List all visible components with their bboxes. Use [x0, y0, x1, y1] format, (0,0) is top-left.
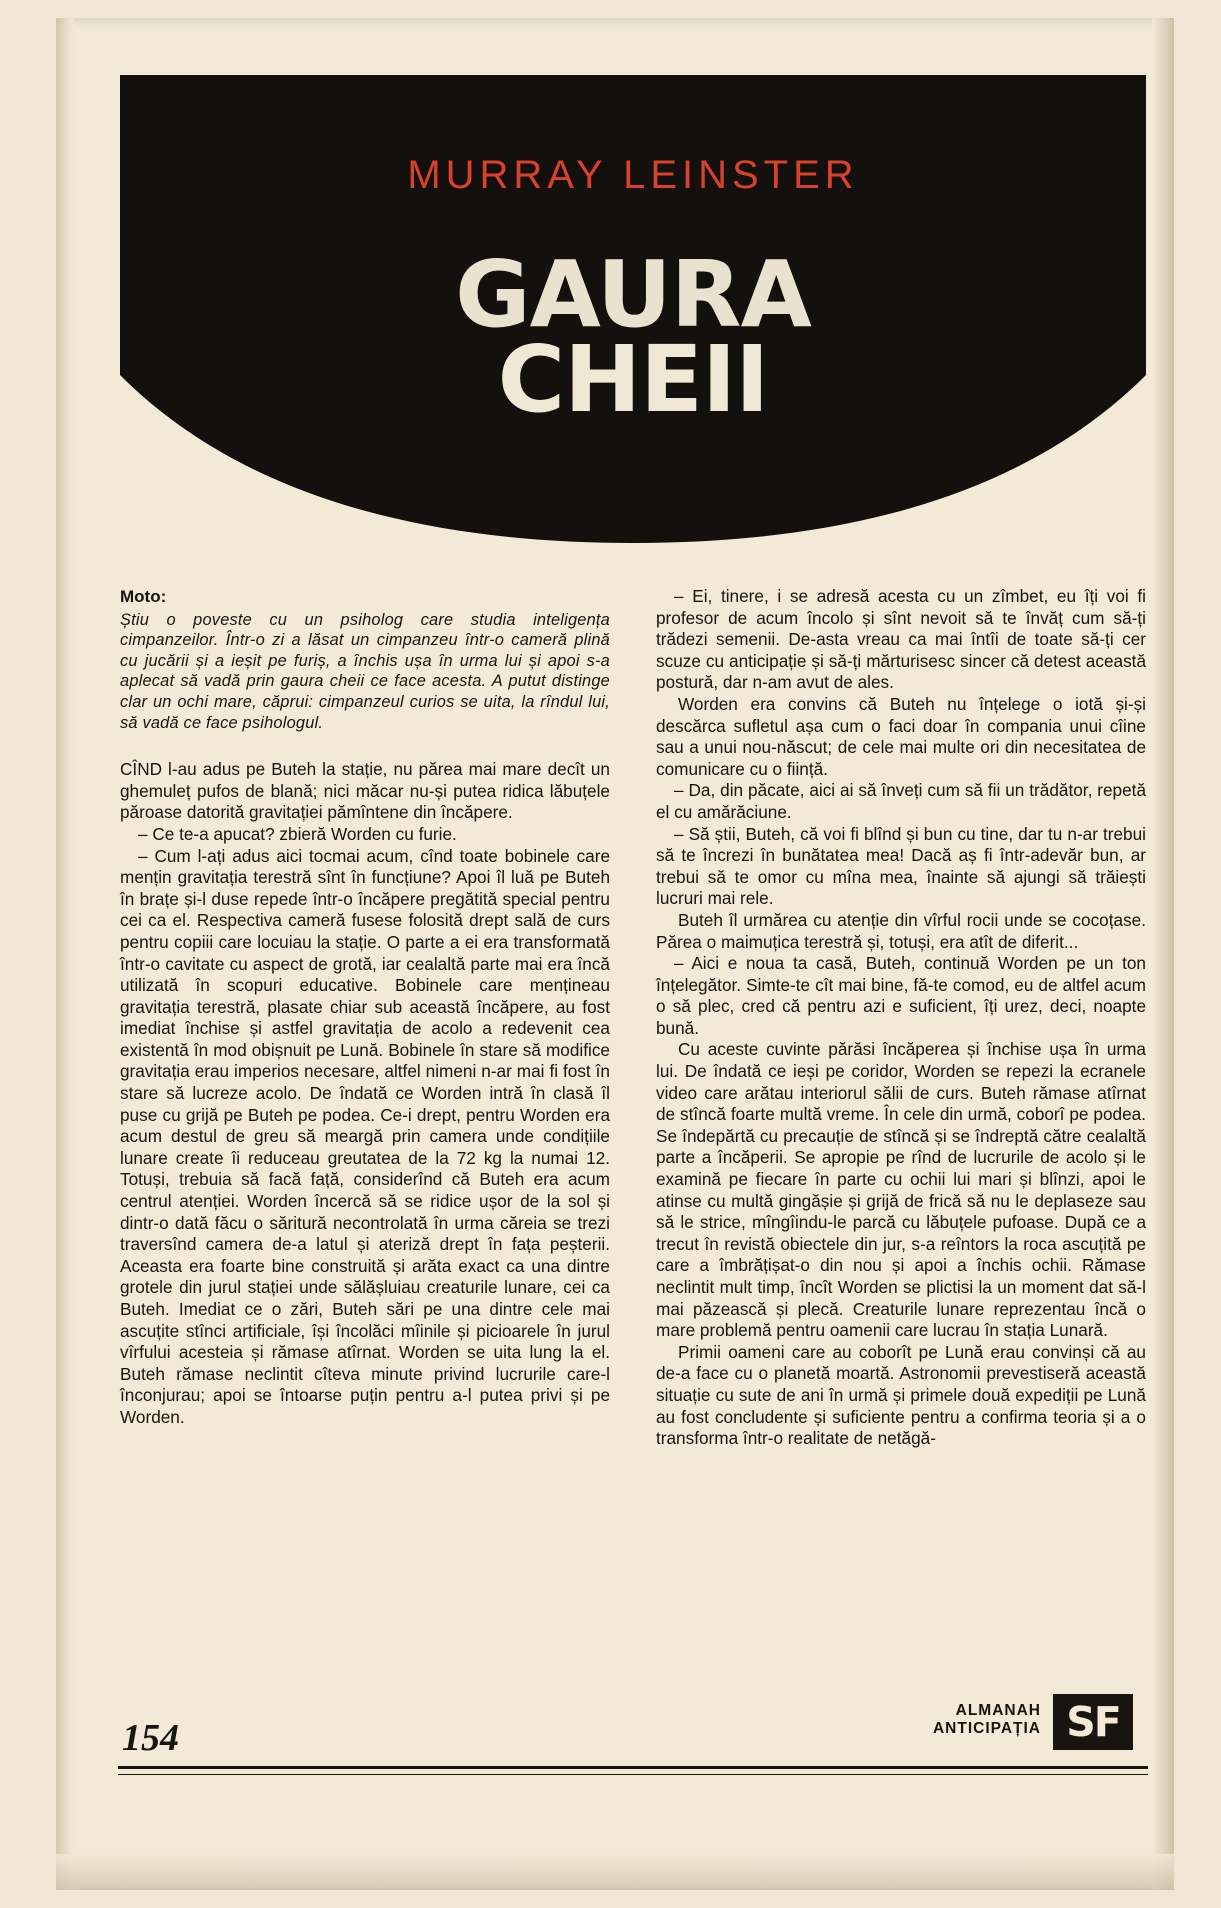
column-right — [656, 586, 1146, 1450]
moto-label: Moto: — [120, 587, 167, 606]
imprint — [933, 1702, 1041, 1738]
paragraph: CÎND l-au adus pe Buteh la stație, nu părea mai mare decît un ghemuleț pufos de blană; nici măcar nu-și putea ridica lăbuțele păroase datorită gravitației pămîntene din încăpere. — [120, 759, 610, 823]
footer-rule — [118, 1766, 1148, 1769]
paper-edge-bottom — [56, 1854, 1174, 1890]
page-number: 154 — [122, 1717, 179, 1759]
paragraph: – Cum l-ați adus aici tocmai acum, cînd toate bobinele care mențin gravitația terestră sînt în funcțiune? Apoi îl luă pe Buteh în brațe și-l duse repede într-o încăpere pregătită special pentru cei ca el. Respectiva cameră fusese folosită drept sală de curs pentru copiii care locuiau la stație. O parte a ei era transformată într-o cavitate cu aspect de grotă, iar cealaltă parte mai era încă utilizată în scopuri educative. Bobinele care mențineau gravitația terestră, plasate chiar sub această încăpere, au fost imediat închise și astfel gravitația de acolo a redevenit cea existentă în mod obișnuit pe Lună. Bobinele în stare să modifice gravitația erau imperios necesare, altfel nimeni n-ar mai fi fost în stare să lucreze acolo. De îndată ce Worden intră în clasă îl puse cu grijă pe Buteh pe podea. Ce-i drept, pentru Worden era acum destul de greu să meargă prin camera unde condițiile lunare create îi reduceau greutatea de la 72 kg la numai 12. Totuși, trebuia să facă față, considerînd că Buteh era acum centrul atenției. Worden încercă să se ridice ușor de la sol și dintr-o dată făcu o săritură necontrolată în urma căreia se trezi traversînd camera de-a latul și ateriză drept în fața peșterii. Aceasta era foarte bine construită și arăta exact ca una dintre grotele din jurul stației unde sălășluiau creaturile lunare, cei ca Buteh. Imediat ce o zări, Buteh sări pe una dintre cele mai ascuțite stînci artificiale, își încolăci mîinile și picioarele în jurul vîrfului acesteia și rămase atîrnat. Worden se uita lung la el. Buteh rămase neclintit cîteva minute privind lucrurile care-l înconjurau; apoi se întoarse puțin pentru a-l putea privi și pe Worden. — [120, 845, 610, 1427]
moto-text: Știu o poveste cu un psiholog care studia inteligența cimpanzeilor. Într-o zi a lăsat un cimpanzeu într-o cameră plină cu jucării și a ieșit pe furiș, a închis ușa în urma lui și apoi s-a aplecat să vadă prin gaura cheii ce face acesta. A putut distinge clar un ochi mare, căprui: cimpanzeul curios se uita, la rîndul lui, să vadă ce face psihologul. — [120, 610, 610, 732]
paragraph: – Ei, tinere, i se adresă acesta cu un zîmbet, eu îți voi fi profesor de acum încolo și sînt nevoit să te învăț cum să-ți trădezi semenii. De-asta vreau ca mai întîi de toate să-ți cer scuze cu anticipație și să-ți mărturisesc sincer că detest această postură, dar n-am avut de ales. — [656, 586, 1146, 693]
footer-rule-thin — [118, 1774, 1148, 1775]
author-name: MURRAY LEINSTER — [407, 153, 859, 197]
paragraph: – Să știi, Buteh, că voi fi blînd și bun cu tine, dar tu n-ar trebui să te încrezi în bunătatea mea! Dacă aș fi într-adevăr bun, ar trebui să te omor cu mîna mea, înainte să ajungi să trăiești lucruri mai rele. — [656, 823, 1146, 909]
paragraph: Primii oameni care au coborît pe Lună erau convinși că au de-a face cu o planetă moartă. Astronomii prevestiseră această situație cu sute de ani în urmă și primele două expediții pe Lună au fost concludente și suficiente pentru a confirma teoria și a o transforma într-o realitate de netăgă- — [656, 1341, 1146, 1449]
imprint-line-1: ALMANAH — [955, 1702, 1041, 1719]
paragraph: – Aici e noua ta casă, Buteh, continuă Worden pe un ton înțelegător. Simte-te cît mai bine, fă-te comod, eu de altfel acum o să plec, cred că pentru azi e suficient, îți urez, deci, noapte bună. — [656, 953, 1146, 1038]
sf-logo: SF — [1053, 1694, 1133, 1750]
paragraph: Cu aceste cuvinte părăsi încăperea și închise ușa în urma lui. De îndată ce ieși pe coridor, Worden se repezi la ecranele video care arătau interiorul sălii de curs. Buteh rămase atîrnat de stîncă foarte multă vreme. În cele din urmă, coborî pe podea. Se îndepărtă cu precauție de stîncă și se îndreptă către cealaltă parte a încăperii. Se apropie pe rînd de lucrurile de acolo și le examină pe fiecare în parte cu ochii lui mari și blînzi, apoi le atinse cu multă gingășie și grijă de frică să nu le deplaseze sau să le strice, mîngîindu-le parcă cu lăbuțele pufoase. După ce a trecut în revistă obiectele din jur, s-a reîntors la roca ascuțită pe care a îmbrățișat-o din nou și apoi a închis ochii. Rămase neclintit mult timp, încît Worden se plictisi la un moment dat să-l mai păzească și plecă. Creaturile lunare reprezentau încă o mare problemă pentru oamenii care lucrau în stația Lunară. — [656, 1039, 1146, 1341]
story-title-line1: GAURA — [455, 241, 811, 348]
title-artwork — [120, 75, 1146, 547]
imprint-line-2: ANTICIPAȚIA — [932, 1720, 1041, 1737]
paragraph: Buteh îl urmărea cu atenție din vîrful rocii unde se cocoțase. Părea o maimuțica terestră și, totuși, era atît de diferit... — [656, 909, 1146, 952]
story-title — [120, 241, 1146, 433]
paragraph: Worden era convins că Buteh nu înțelege o iotă și-și descărca sufletul așa cum o faci doar în compania unui cîine sau a unui nou-născut; de cele mai multe ori din necesitatea de comunicare cu o ființă. — [656, 693, 1146, 779]
paper-edge-left — [56, 18, 74, 1890]
column-left — [120, 586, 610, 1429]
paper-edge-right — [1152, 18, 1174, 1890]
story-title-line2: CHEII — [497, 325, 769, 433]
paragraph: – Ce te-a apucat? zbieră Worden cu furie. — [138, 823, 457, 844]
paragraph: – Da, din păcate, aici ai să înveți cum să fii un trădător, repetă el cu amărăciune. — [656, 780, 1146, 822]
body-columns — [120, 586, 1146, 1716]
